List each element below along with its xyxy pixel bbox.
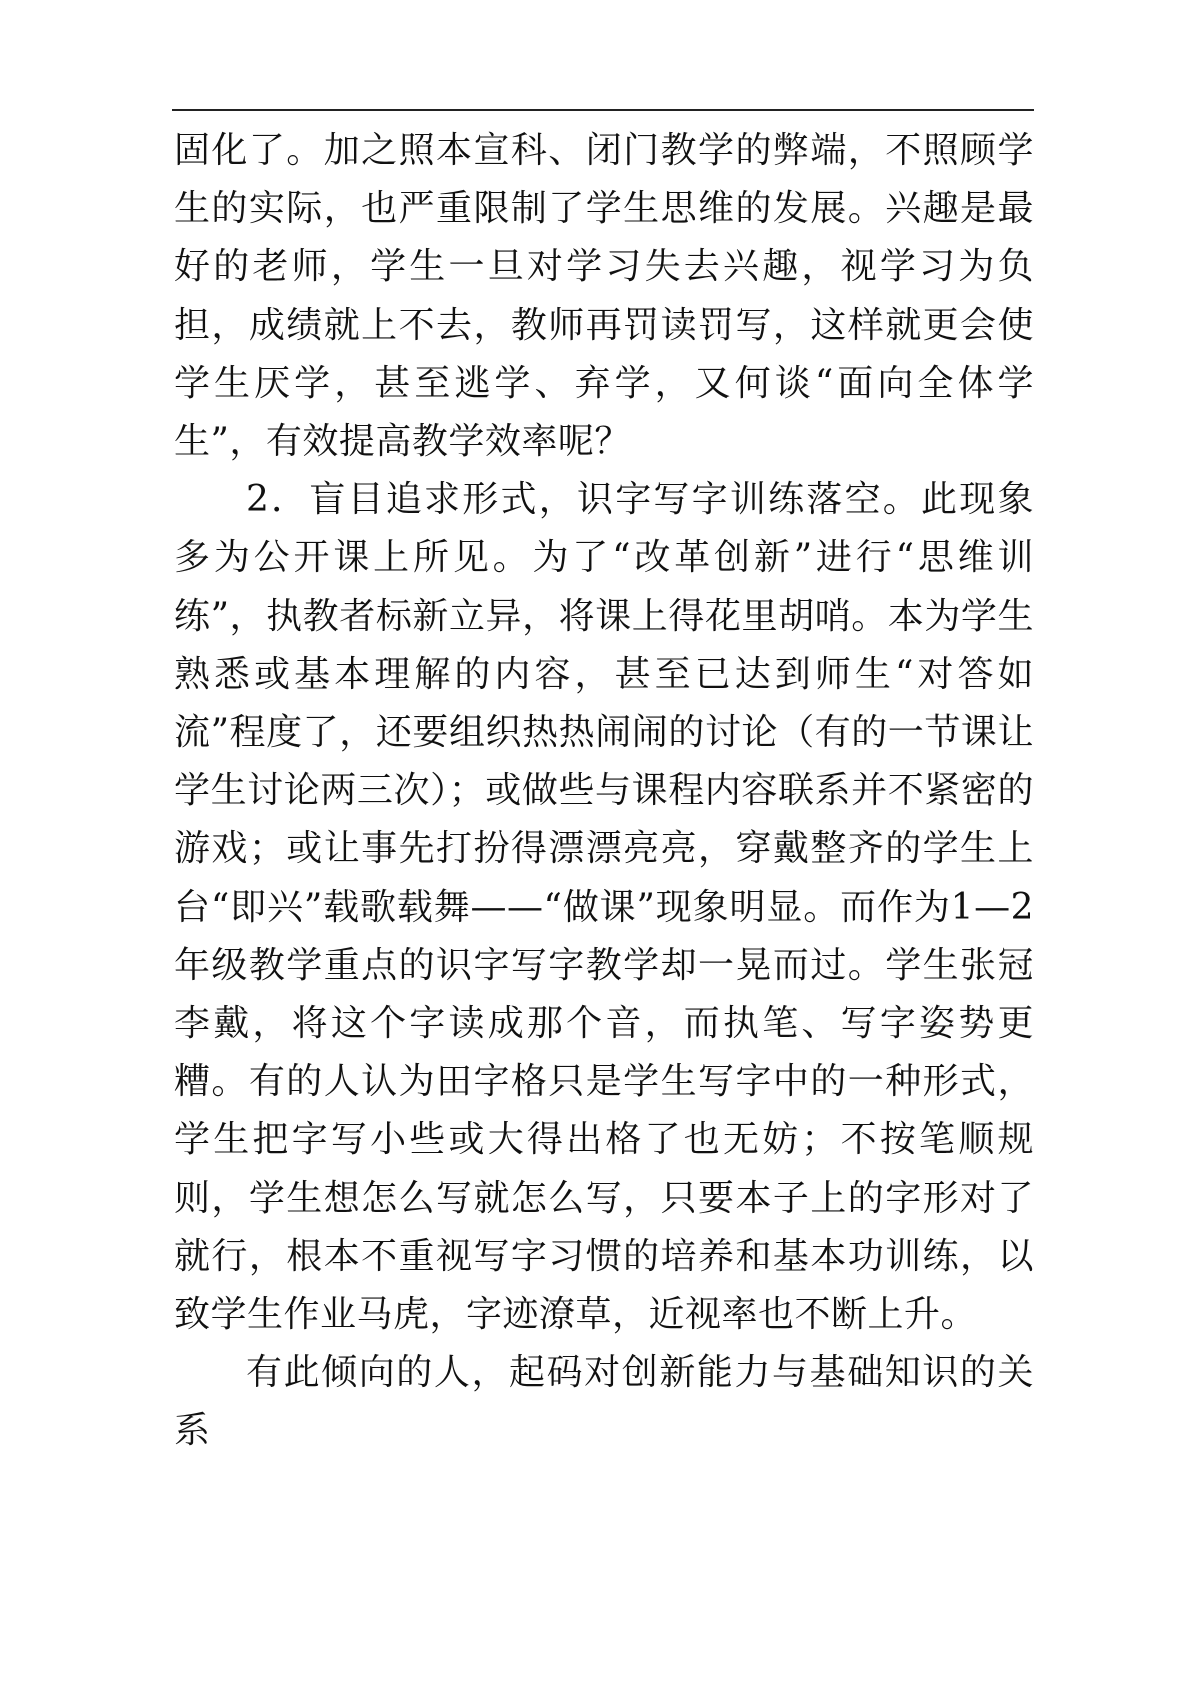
paragraph-2: 2．盲目追求形式，识字写字训练落空。此现象多为公开课上所见。为了“改革创新”进行“思维训练”，执教者标新立异，将课上得花里胡哨。本为学生熟悉或基本理解的内容，甚至已达到师生“对答如流”程度了，还要组织热热闹闹的讨论（有的一节课让学生讨论两三次）；或做些与课程内容联系并不紧密的游戏；或让事先打扮得漂漂亮亮，穿戴整齐的学生上台“即兴”载歌载舞——“做课”现象明显。而作为1—2年级教学重点的识字写字教学却一晃而过。学生张冠李戴，将这个字读成那个音，而执笔、写字姿势更糟。有的人认为田字格只是学生写字中的一种形式，学生把字写小些或大得出格了也无妨；不按笔顺规则，学生想怎么写就怎么写，只要本子上的字形对了就行，根本不重视写字习惯的培养和基本功训练，以致学生作业马虎，字迹潦草，近视率也不断上升。 [174,479,1034,1336]
header-rule [172,109,1034,111]
paragraph-1: 固化了。加之照本宣科、闭门教学的弊端，不照顾学生的实际，也严重限制了学生思维的发展。兴趣是最好的老师，学生一旦对学习失去兴趣，视学习为负担，成绩就上不去，教师再罚读罚写，这样就更会使学生厌学，甚至逃学、弃学，又何谈“面向全体学生”，有效提高教学效率呢？ [174,130,1034,463]
paragraph-3: 有此倾向的人，起码对创新能力与基础知识的关系 [174,1352,1034,1452]
document-body [174,122,1034,1461]
